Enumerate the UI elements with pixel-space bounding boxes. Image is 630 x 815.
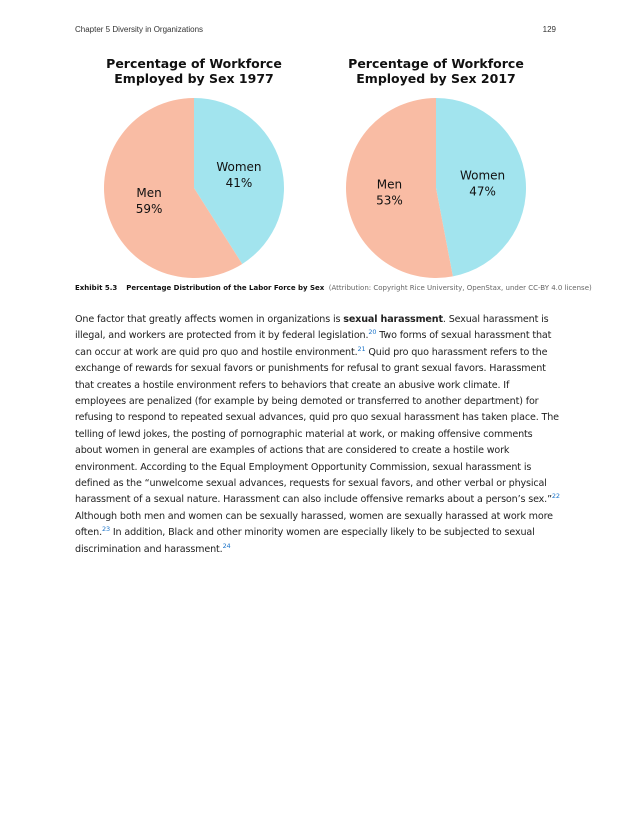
footnote-ref-23[interactable]: 23 xyxy=(101,525,110,534)
slice-value-women: 41% xyxy=(225,175,253,190)
footnote-ref-20[interactable]: 20 xyxy=(368,328,377,337)
footnote-ref-24[interactable]: 24 xyxy=(222,541,231,550)
text-run: In addition, Black and other minority women are especially likely to be subjected to sexual discrimination and harassment. xyxy=(75,527,535,555)
page-number: 129 xyxy=(542,25,556,34)
key-term-sexual-harassment: sexual harassment xyxy=(343,314,443,325)
slice-value-women: 47% xyxy=(469,184,496,199)
exhibit-caption-text: Percentage Distribution of the Labor Force by Sex xyxy=(126,284,325,292)
text-run: One factor that greatly affects women in organizations is xyxy=(75,314,344,325)
slice-label-men: Men xyxy=(136,186,162,201)
exhibit-caption xyxy=(75,284,592,292)
pie-2017-svg xyxy=(316,96,556,281)
text-run: Two forms of sexual harassment that can occur at work are quid pro quo and hostile environment. xyxy=(75,330,552,358)
pie-chart-2017 xyxy=(316,56,556,281)
slice-label-women: Women xyxy=(459,168,506,183)
exhibit-label: Exhibit 5.3 xyxy=(75,284,118,292)
chart-title-2017: Percentage of Workforce Employed by Sex 2017 xyxy=(348,56,524,86)
text-run: Quid pro quo harassment refers to the exchange of rewards for sexual favors or punishments for refusal to grant sexual favors. Harassment that creates a hostile environment refers to behaviors that create an abusive work climate. If employees are penalized (for example by being demoted or transferred to another department) for refusing to respond to repeated sexual advances, quid pro quo sexual harassment has taken place. The telling of lewd jokes, the posting of pornographic material at work, or making offensive comments about women in general are examples of actions that are considered to create a hostile work environment. According to the Equal Employment Opportunity Commission, sexual harassment is defined as the “unwelcome sexual advances, requests for sexual favors, and other verbal or physical harassment of a sexual nature. Harassment can also include offensive remarks about a person’s sex.” xyxy=(75,346,559,506)
text-run: . Sexual harassment is illegal, and workers are protected from it by federal legislation. xyxy=(75,314,549,342)
body-paragraph xyxy=(75,312,560,558)
footnote-ref-21[interactable]: 21 xyxy=(357,344,366,353)
running-header-chapter: Chapter 5 Diversity in Organizations xyxy=(75,25,204,34)
chart-title-1977: Percentage of Workforce Employed by Sex 1977 xyxy=(106,56,282,86)
text-run: Although both men and women can be sexually harassed, women are sexually harassed at work more often. xyxy=(75,510,553,539)
footnote-ref-22[interactable]: 22 xyxy=(551,492,560,501)
pie-chart-1977 xyxy=(74,56,314,281)
slice-label-women: Women xyxy=(216,159,262,174)
slice-value-men: 53% xyxy=(376,193,403,208)
slice-label-men: Men xyxy=(376,177,403,192)
pie-1977-svg xyxy=(74,96,314,281)
slice-value-men: 59% xyxy=(135,202,163,217)
exhibit-attribution: (Attribution: Copyright Rice University, OpenStax, under CC-BY 4.0 license) xyxy=(328,284,592,292)
